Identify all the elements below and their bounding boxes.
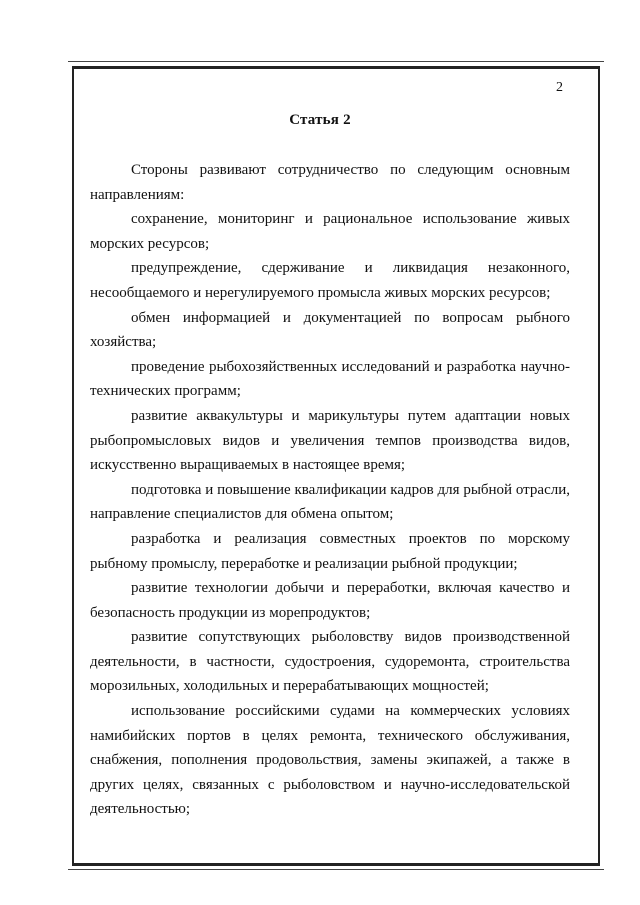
paragraph: развитие аквакультуры и марикультуры путем адаптации новых рыбопромысловых видов и увеличения темпов производства видов, искусственно выращиваемых в настоящее время; [90, 407, 570, 474]
article-heading: Статья 2 [289, 112, 351, 128]
paragraph: развитие технологии добычи и переработки, включая качество и безопасность продукции из морепродуктов; [90, 580, 570, 621]
paragraph: Стороны развивают сотрудничество по следующим основным направлениям: [90, 162, 570, 203]
paragraph: сохранение, мониторинг и рациональное использование живых морских ресурсов; [90, 211, 570, 252]
paragraph: развитие сопутствующих рыболовству видов производственной деятельности, в частности, судостроения, судоремонта, строительства морозильных, холодильных и перерабатывающих мощностей; [90, 629, 570, 695]
paragraph: предупреждение, сдерживание и ликвидация незаконного, несообщаемого и нерегулируемого промысла живых морских ресурсов; [90, 260, 570, 301]
paragraph: разработка и реализация совместных проектов по морскому рыбному промыслу, переработке и реализации рыбной продукции; [90, 530, 570, 572]
paragraph: проведение рыбохозяйственных исследований и разработка научно-технических программ; [90, 358, 570, 400]
paragraph: обмен информацией и документацией по вопросам рыбного хозяйства; [90, 309, 570, 351]
paragraph: использование российскими судами на коммерческих условиях намибийских портов в целях ремонта, технического обслуживания, снабжения, пополнения продовольствия, замены экипажей, а также в других целях, связанных с рыболовством и научно-исследовательской деятельностью; [90, 703, 570, 818]
paragraph: подготовка и повышение квалификации кадров для рыбной отрасли, направление специалистов для обмена опытом; [90, 481, 570, 523]
article-body [90, 158, 570, 822]
page-number: 2 [556, 80, 563, 95]
